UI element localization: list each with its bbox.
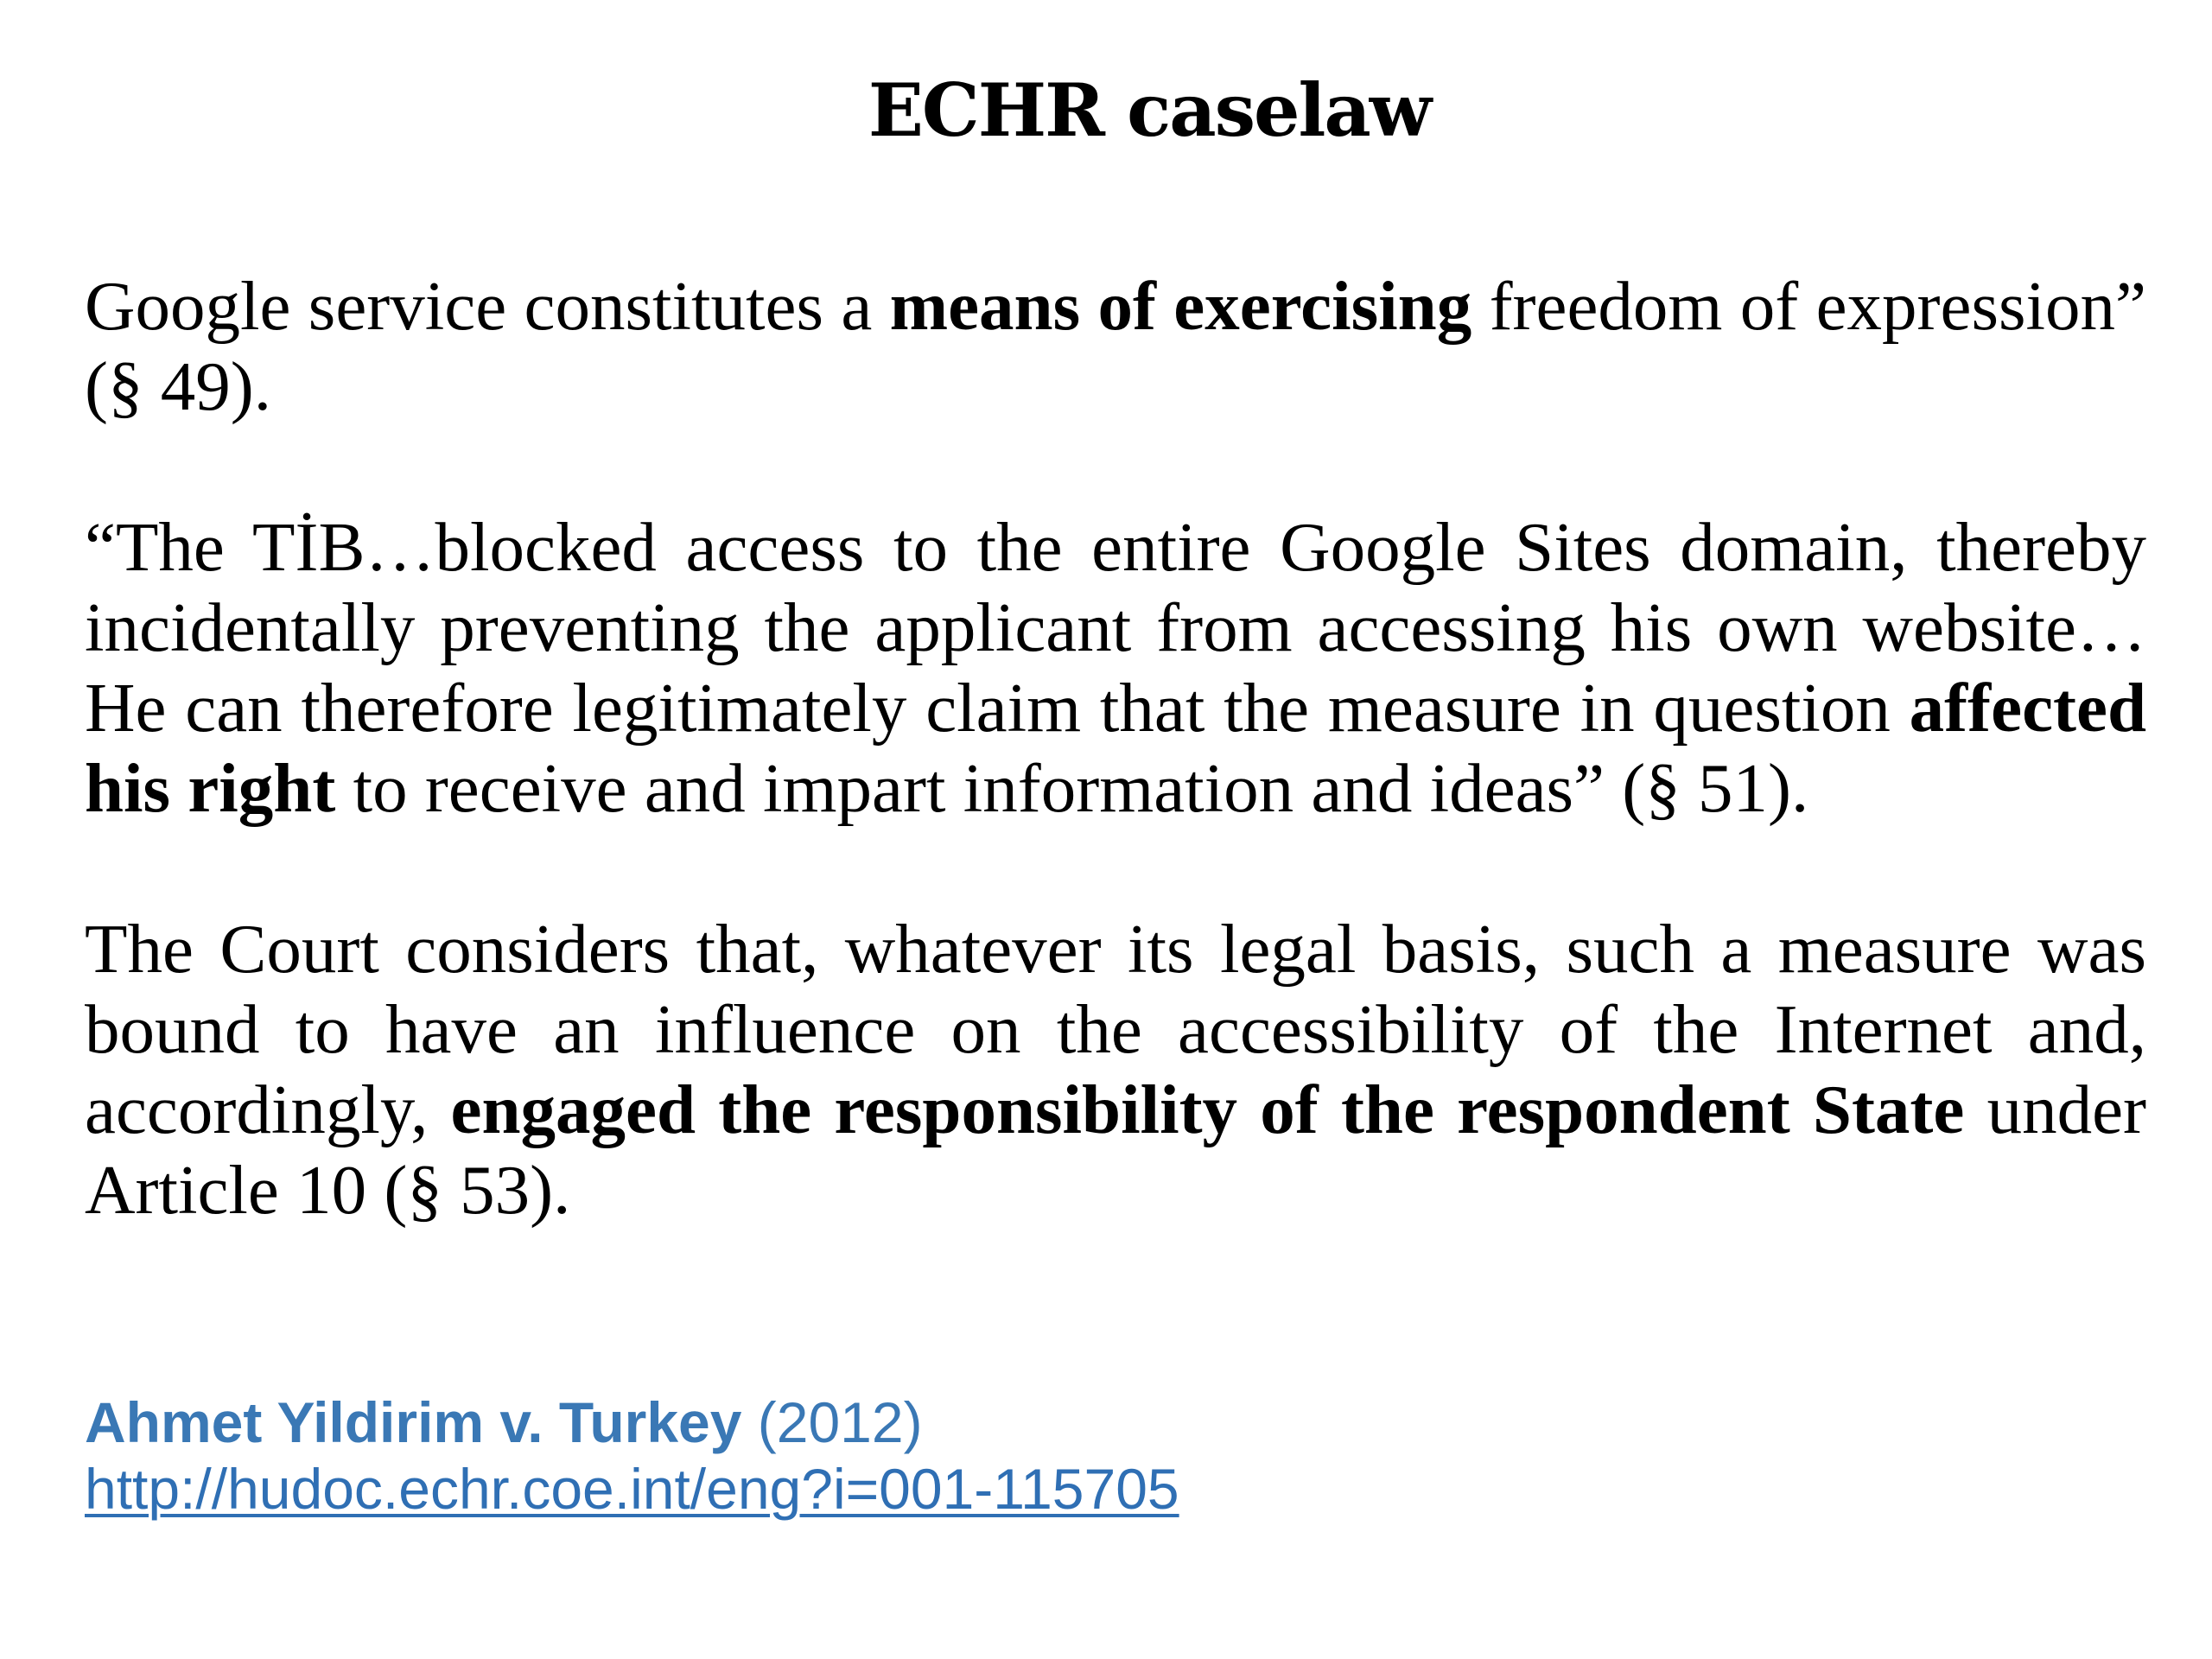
case-citation: [85, 1389, 1179, 1522]
paragraph-text: to receive and impart information and ideas” (§ 51).: [335, 749, 1809, 827]
paragraph-text: under Article 10 (§ 53).: [85, 1071, 2146, 1229]
paragraph: [85, 266, 2146, 427]
paragraph-text: “The TİB…blocked access to the entire Google Sites domain, thereby incidentally preventing the applicant from accessing his own website…He can therefore legitimately claim that the measure in question: [85, 508, 2146, 747]
paragraph-emphasis: engaged the responsibility of the respondent State: [450, 1071, 1965, 1148]
case-name: Ahmet Yildirim v. Turkey: [85, 1390, 742, 1454]
paragraph-emphasis: affected his right: [85, 669, 2146, 827]
paragraph-emphasis: means of exercising: [889, 267, 1472, 345]
paragraph: [85, 909, 2146, 1230]
paragraph-text: The Court considers that, whatever its legal basis, such a measure was bound to have an influence on the accessibility of the Internet and, accordingly,: [85, 910, 2146, 1148]
case-link[interactable]: http://hudoc.echr.coe.int/eng?i=001-115705: [85, 1457, 1179, 1521]
case-year: (2012): [741, 1390, 923, 1454]
slide-title: ECHR caselaw: [868, 67, 1431, 153]
case-reference: [85, 1389, 1179, 1456]
paragraph: [85, 507, 2146, 829]
paragraph-text: freedom of expression” (§ 49).: [85, 267, 2146, 425]
paragraph-text: Google service constitutes a: [85, 267, 890, 345]
slide-body: [85, 266, 2146, 1230]
